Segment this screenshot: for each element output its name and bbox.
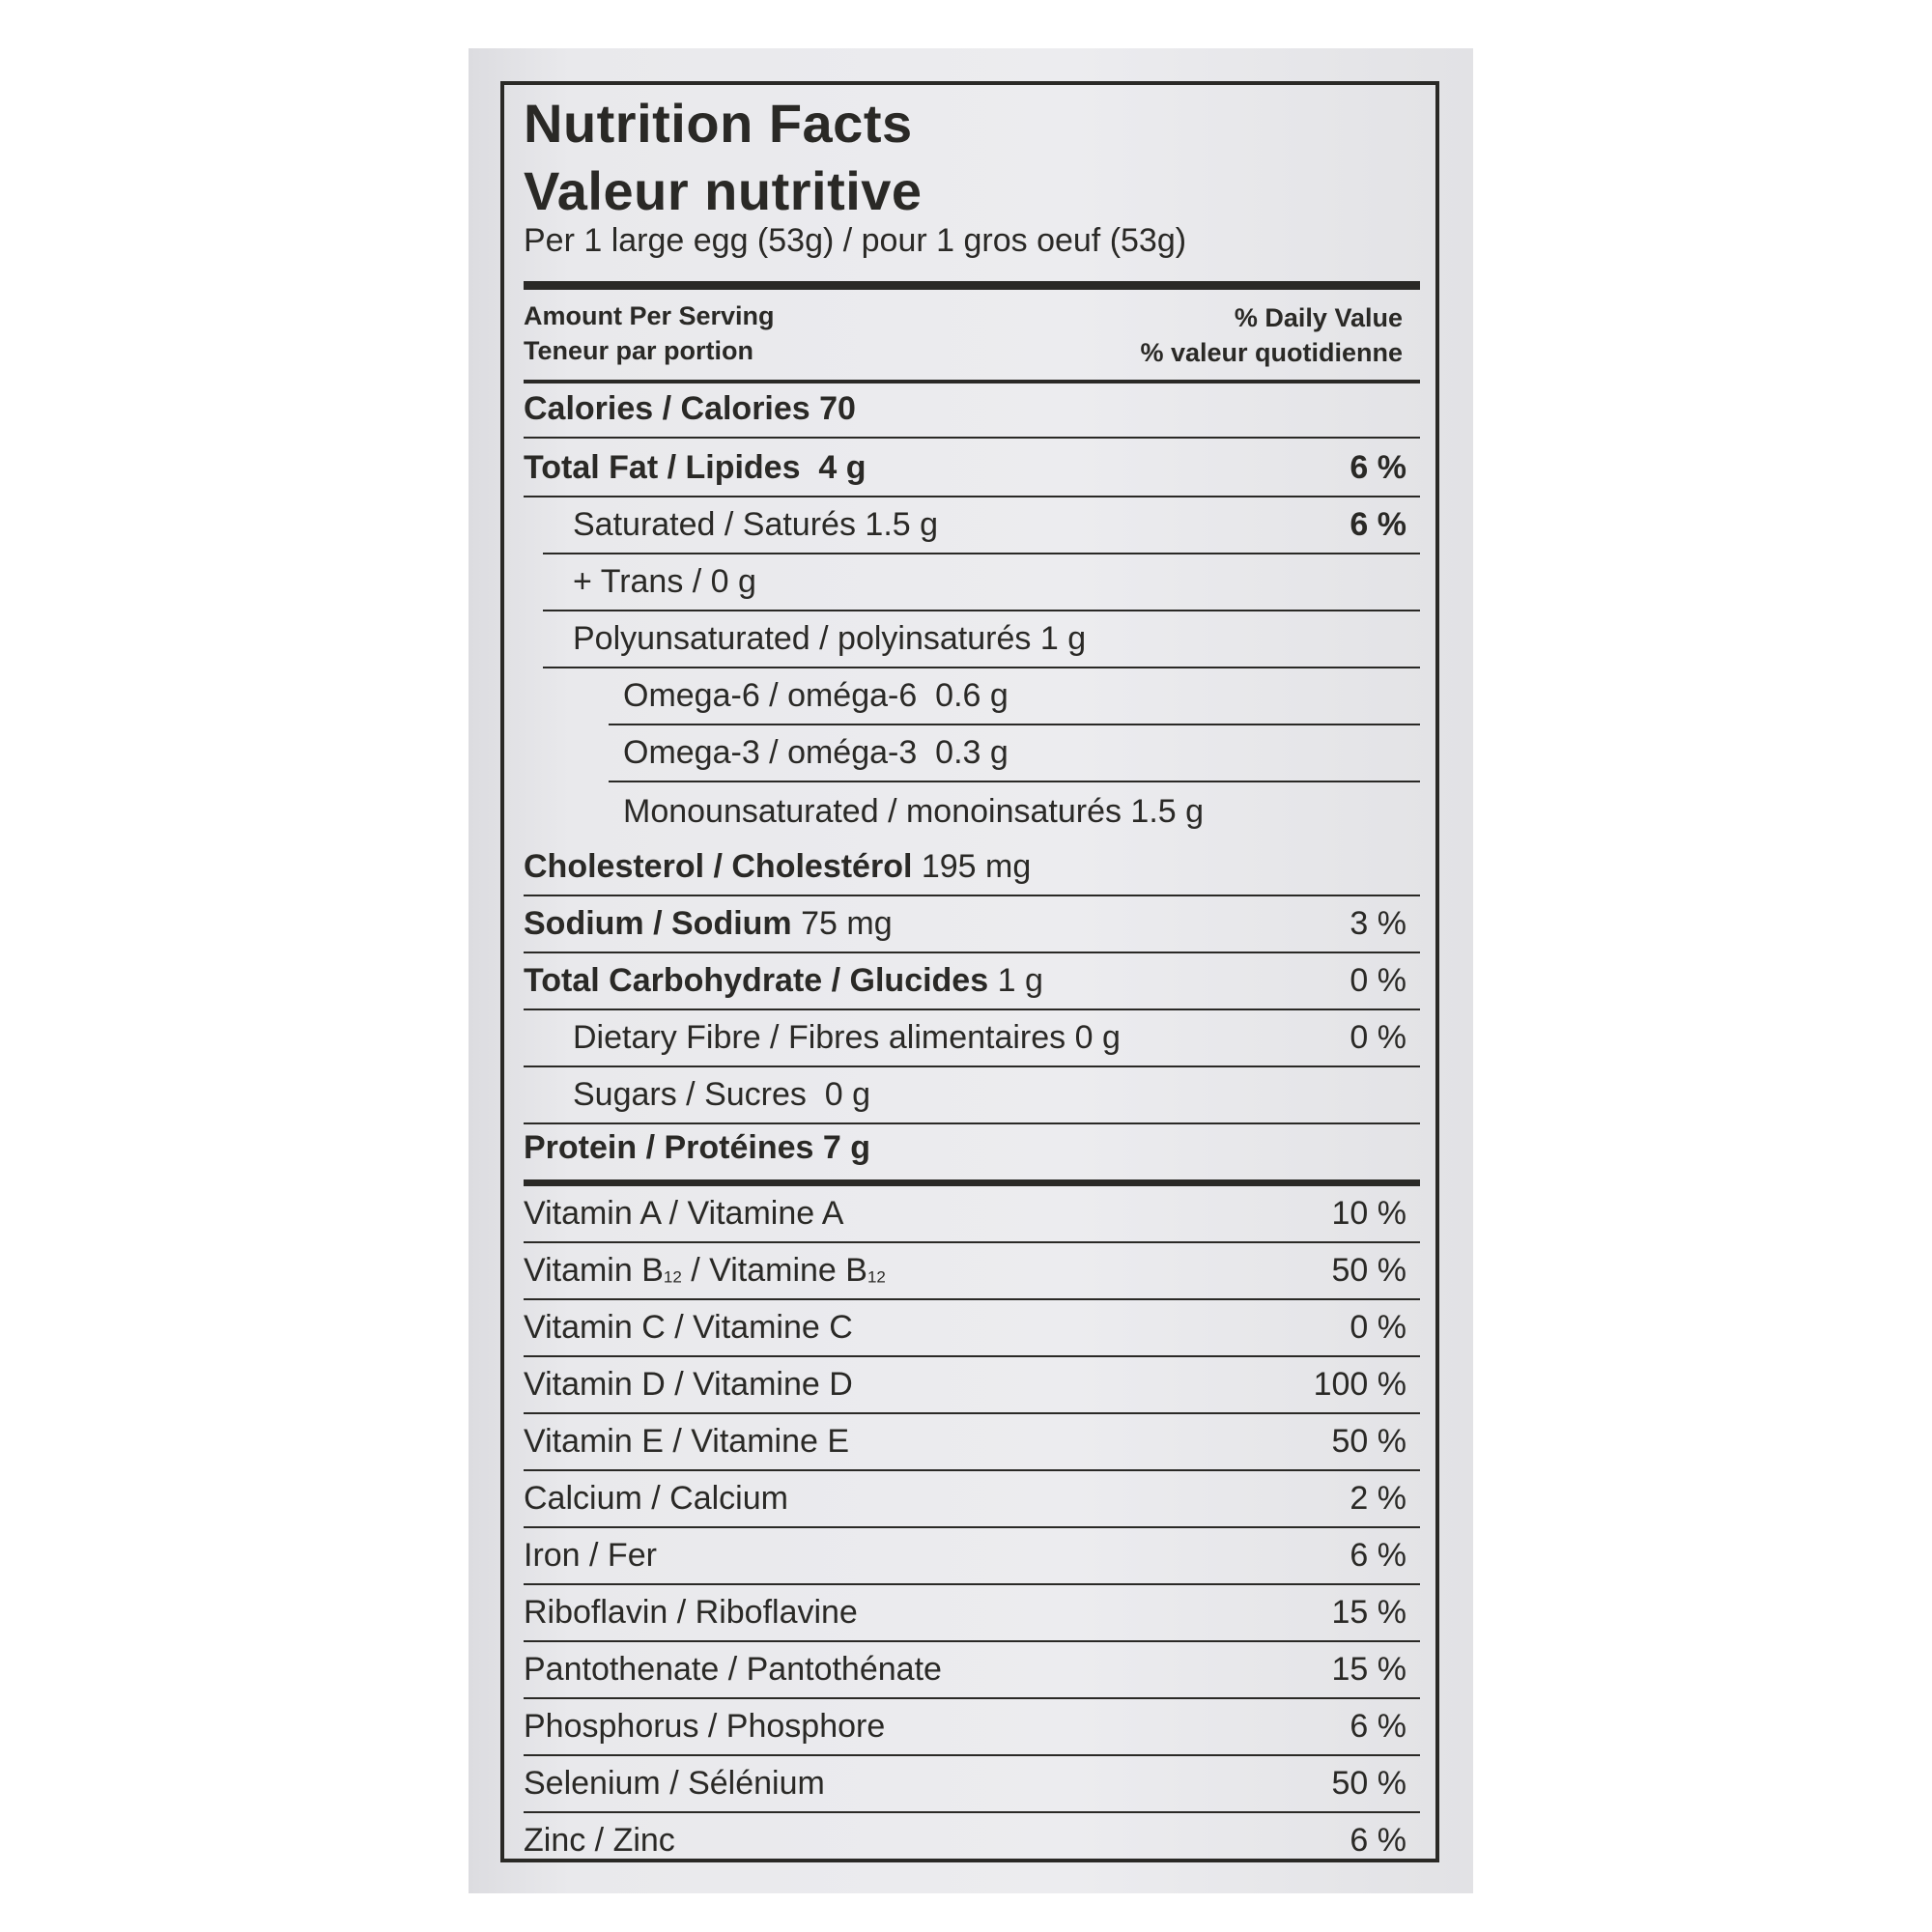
phosphorus-dv: 6 % (1350, 1708, 1406, 1745)
sodium-dv: 3 % (1350, 905, 1406, 942)
fibre-dv: 0 % (1350, 1019, 1406, 1056)
selenium-label: Selenium / Sélénium (524, 1765, 825, 1802)
saturated-fat-dv: 6 % (1350, 506, 1406, 543)
nutrition-facts-label (500, 81, 1439, 1862)
fibre-label: Dietary Fibre / Fibres alimentaires 0 g (573, 1019, 1121, 1056)
vitamin-b12-label: Vitamin $B_{12}$ / Vitamine $B_{12}$ (524, 1252, 886, 1289)
riboflavin-row (524, 1585, 1420, 1642)
vitamin-d-label: Vitamin D / Vitamine D (524, 1366, 853, 1403)
vitamin-b12-row (524, 1243, 1420, 1300)
total-fat-label: Total Fat / Lipides 4 g (524, 449, 867, 486)
riboflavin-dv: 15 % (1331, 1594, 1406, 1631)
sugars-row (524, 1067, 1420, 1124)
calcium-label: Calcium / Calcium (524, 1480, 788, 1517)
omega-6-row (609, 668, 1420, 725)
omega-6-label: Omega-6 / oméga-6 0.6 g (623, 677, 1009, 714)
sodium-row (524, 896, 1420, 953)
zinc-label: Zinc / Zinc (524, 1822, 675, 1859)
title-english: Nutrition Facts (524, 93, 913, 154)
calories-row (524, 384, 1420, 439)
carbohydrate-row (524, 953, 1420, 1010)
vitamin-c-label: Vitamin C / Vitamine C (524, 1309, 853, 1346)
zinc-dv: 6 % (1350, 1822, 1406, 1859)
carbohydrate-label: Total Carbohydrate / Glucides 1 g (524, 962, 1043, 999)
vitamin-a-dv: 10 % (1331, 1195, 1406, 1232)
phosphorus-label: Phosphorus / Phosphore (524, 1708, 886, 1745)
zinc-row (524, 1813, 1420, 1862)
cholesterol-label: Cholesterol / Cholestérol 195 mg (524, 848, 1032, 885)
polyunsaturated-row (543, 611, 1420, 668)
selenium-dv: 50 % (1331, 1765, 1406, 1802)
polyunsaturated-label: Polyunsaturated / polyinsaturés 1 g (573, 620, 1087, 657)
monounsaturated-label: Monounsaturated / monoinsaturés 1.5 g (623, 793, 1205, 830)
vitamin-a-row (524, 1186, 1420, 1243)
protein-label: Protein / Protéines 7 g (524, 1129, 870, 1166)
total-fat-row (524, 440, 1420, 497)
vitamin-c-dv: 0 % (1350, 1309, 1406, 1346)
fibre-row (524, 1010, 1420, 1067)
iron-dv: 6 % (1350, 1537, 1406, 1574)
pantothenate-dv: 15 % (1331, 1651, 1406, 1688)
calories-label: Calories / Calories 70 (524, 390, 856, 427)
amount-per-serving-en: Amount Per Serving (524, 301, 775, 330)
vitamin-a-label: Vitamin A / Vitamine A (524, 1195, 844, 1232)
vitamin-e-label: Vitamin E / Vitamine E (524, 1423, 850, 1460)
vitamin-d-row (524, 1357, 1420, 1414)
amount-per-serving-fr: Teneur par portion (524, 336, 754, 365)
omega-3-label: Omega-3 / oméga-3 0.3 g (623, 734, 1009, 771)
omega-3-row (609, 725, 1420, 782)
daily-value-header-fr: % valeur quotidienne (1140, 338, 1403, 367)
vitamin-c-row (524, 1300, 1420, 1357)
trans-fat-row (543, 554, 1420, 611)
calcium-dv: 2 % (1350, 1480, 1406, 1517)
saturated-fat-label: Saturated / Saturés 1.5 g (573, 506, 939, 543)
vitamin-b12-dv: 50 % (1331, 1252, 1406, 1289)
iron-row (524, 1528, 1420, 1585)
vitamin-d-dv: 100 % (1313, 1366, 1406, 1403)
saturated-fat-row (543, 497, 1420, 554)
serving-size: Per 1 large egg (53g) / pour 1 gros oeuf (53g) (524, 222, 1187, 259)
pantothenate-row (524, 1642, 1420, 1699)
phosphorus-row (524, 1699, 1420, 1756)
pantothenate-label: Pantothenate / Pantothénate (524, 1651, 942, 1688)
selenium-row (524, 1756, 1420, 1813)
monounsaturated-row (609, 782, 1420, 839)
sodium-label: Sodium / Sodium 75 mg (524, 905, 893, 942)
riboflavin-label: Riboflavin / Riboflavine (524, 1594, 858, 1631)
carbohydrate-dv: 0 % (1350, 962, 1406, 999)
title-french: Valeur nutritive (524, 160, 923, 221)
cholesterol-row (524, 839, 1420, 896)
total-fat-dv: 6 % (1350, 449, 1406, 486)
sugars-label: Sugars / Sucres 0 g (573, 1076, 871, 1113)
daily-value-header-en: % Daily Value (1234, 303, 1403, 332)
protein-row (524, 1124, 1420, 1186)
iron-label: Iron / Fer (524, 1537, 657, 1574)
calcium-row (524, 1471, 1420, 1528)
vitamin-e-dv: 50 % (1331, 1423, 1406, 1460)
vitamin-e-row (524, 1414, 1420, 1471)
thick-divider (524, 281, 1420, 290)
trans-fat-label: + Trans / 0 g (573, 563, 756, 600)
